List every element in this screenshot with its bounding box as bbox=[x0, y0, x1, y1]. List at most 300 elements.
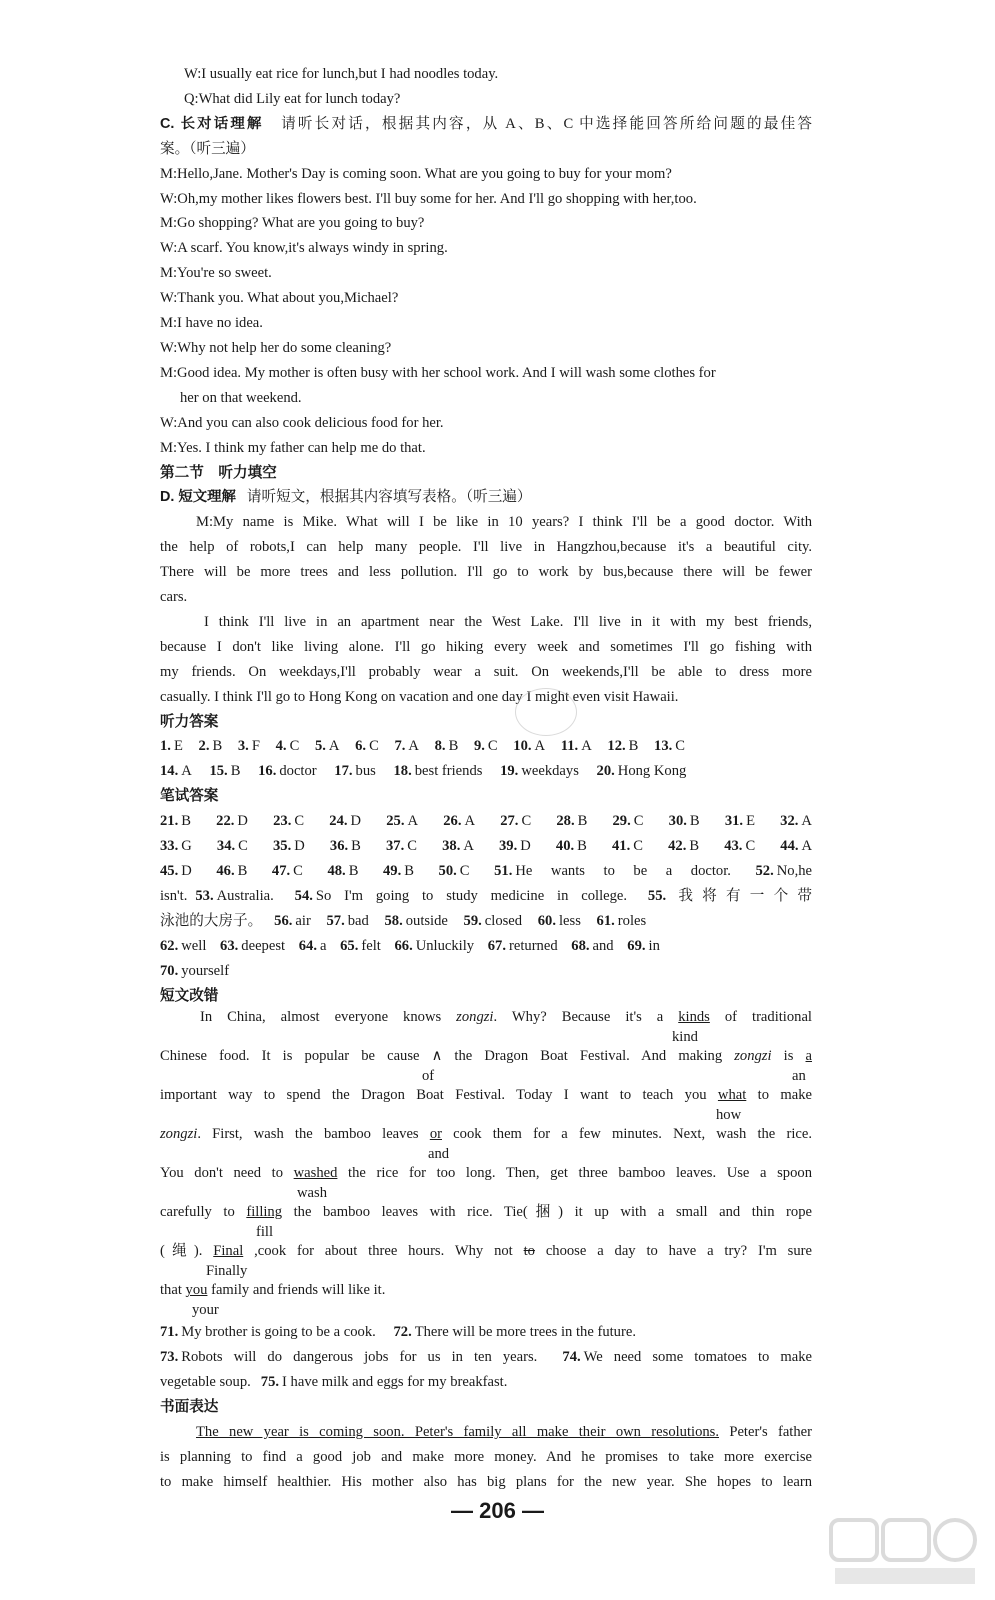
part2-heading: 第二节 听力填空 bbox=[160, 464, 277, 481]
answer-number: 58. bbox=[384, 912, 403, 929]
answer-item bbox=[474, 738, 498, 754]
answer-item bbox=[597, 913, 647, 929]
proof-italic: zongzi bbox=[734, 1048, 772, 1065]
proof-text: is bbox=[771, 1048, 806, 1065]
answer-item bbox=[393, 763, 482, 779]
writing-line: is planning to find a good job and make more money. And he promises to take more exercise bbox=[160, 1448, 812, 1465]
answer-number: 48. bbox=[327, 863, 346, 879]
answer-item bbox=[258, 763, 317, 779]
answer-value: roles bbox=[617, 912, 647, 929]
answer-number: 63. bbox=[220, 937, 239, 954]
answer-value: C bbox=[289, 738, 300, 755]
dialogue-line: M:You're so sweet. bbox=[160, 265, 272, 282]
answer-value: G bbox=[181, 838, 192, 855]
answer-value: C bbox=[633, 838, 643, 855]
answer-number: 51. bbox=[494, 863, 513, 879]
passage-line: I think I'll live in an apartment near the West Lake. I'll live in it with my best friends, bbox=[204, 613, 812, 630]
section-d-instruction: 请听短文，根据其内容填写表格。（听三遍） bbox=[246, 489, 532, 506]
answer-number: 69. bbox=[627, 937, 646, 954]
answer-item bbox=[627, 938, 660, 954]
answer-number: 44. bbox=[780, 838, 799, 855]
proofreading-passage bbox=[160, 1008, 812, 1320]
answer-number: 14. bbox=[160, 763, 179, 780]
answer-value: B bbox=[689, 838, 700, 855]
answer-number: 1. bbox=[160, 738, 171, 755]
section-d-line bbox=[160, 485, 812, 510]
answer-number: 52. bbox=[755, 863, 774, 879]
writing-first-sentence: The new year is coming soon. Peter's family all make their own resolutions. bbox=[196, 1424, 719, 1441]
answer-value: C bbox=[633, 813, 644, 830]
proof-line bbox=[160, 1281, 812, 1300]
answer-item bbox=[216, 813, 248, 829]
correction: and bbox=[428, 1146, 450, 1163]
answer-item bbox=[272, 863, 303, 879]
answer-row bbox=[160, 809, 812, 834]
answer-number: 54. bbox=[294, 887, 313, 904]
proof-error: kinds bbox=[678, 1009, 710, 1026]
answer-item bbox=[393, 1324, 636, 1340]
answer-item bbox=[160, 938, 206, 954]
proof-error: a bbox=[805, 1048, 812, 1065]
answer-item bbox=[276, 738, 300, 754]
answer-item bbox=[334, 763, 376, 779]
answer-value: B bbox=[230, 763, 241, 780]
answer-value: air bbox=[295, 912, 311, 929]
answer-item bbox=[648, 888, 812, 904]
answer-value: D bbox=[350, 813, 362, 830]
answer-item bbox=[261, 1374, 508, 1390]
watermark-logo bbox=[825, 1512, 985, 1592]
proof-text: ,cook for about three hours. Why not bbox=[243, 1243, 524, 1260]
answer-item bbox=[556, 838, 587, 854]
answer-row bbox=[160, 734, 812, 759]
answer-item bbox=[500, 763, 579, 779]
stamp-mark bbox=[515, 688, 577, 736]
answer-number: 30. bbox=[668, 813, 687, 830]
proof-text: In China, almost everyone knows bbox=[200, 1009, 457, 1026]
answer-number: 28. bbox=[556, 813, 575, 830]
passage-line: my friends. On weekdays,I'll probably wear a suit. On weekends,I'll be able to dress more bbox=[160, 663, 812, 680]
proof-line bbox=[160, 1242, 812, 1261]
answer-number: 43. bbox=[724, 838, 743, 855]
correction: kind bbox=[672, 1029, 698, 1046]
answer-value: E bbox=[173, 738, 183, 755]
answer-number: 64. bbox=[298, 937, 317, 954]
passage-line: M:My name is Mike. What will I be like in 10 years? I think I'll be a good doctor. With bbox=[196, 514, 812, 531]
answer-item bbox=[273, 838, 305, 854]
answer-value: Unluckily bbox=[415, 937, 475, 954]
answer-number: 53. bbox=[195, 887, 214, 904]
answer-number: 67. bbox=[487, 937, 506, 954]
answer-number: 12. bbox=[607, 738, 626, 755]
answer-item bbox=[439, 863, 470, 879]
answer-item bbox=[160, 963, 229, 979]
dialogue-line: W:And you can also cook delicious food for her. bbox=[160, 414, 444, 431]
answer-value: E bbox=[746, 813, 755, 830]
answer-item bbox=[499, 838, 531, 854]
answer-value: I have milk and eggs for my breakfast. bbox=[282, 1374, 508, 1391]
answer-value: a bbox=[319, 937, 327, 954]
answer-item bbox=[556, 813, 587, 829]
answer-number: 45. bbox=[160, 863, 179, 879]
answer-number: 59. bbox=[463, 912, 482, 929]
answer-text: vegetable soup. bbox=[160, 1374, 251, 1391]
answer-item bbox=[725, 813, 755, 829]
answer-number: 49. bbox=[383, 863, 402, 879]
proof-text: of traditional bbox=[709, 1009, 812, 1026]
answer-item bbox=[315, 738, 340, 754]
answer-row bbox=[160, 934, 812, 959]
proof-line bbox=[160, 1047, 812, 1066]
answer-value: B bbox=[181, 813, 191, 830]
proof-deletion: to bbox=[523, 1243, 535, 1260]
answer-value: B bbox=[348, 863, 359, 879]
answer-text: 泳池的大房子。 bbox=[160, 912, 263, 929]
answer-number: 18. bbox=[393, 763, 412, 780]
answer-value: He wants to be a doctor. bbox=[515, 863, 731, 879]
answer-item bbox=[571, 938, 613, 954]
answer-item bbox=[384, 913, 447, 929]
correction-line bbox=[160, 1105, 812, 1125]
proof-error: what bbox=[717, 1087, 747, 1104]
answer-value: B bbox=[577, 838, 587, 855]
proof-error: washed bbox=[293, 1165, 338, 1182]
answer-value: F bbox=[251, 738, 260, 755]
answer-value: less bbox=[559, 912, 581, 929]
answer-item bbox=[494, 863, 731, 879]
proof-text: choose a day to have a try? I'm sure bbox=[534, 1243, 812, 1260]
section-c-instruction-text: 请听长对话，根据其内容，从 A、B、C 中选择能回答所给问题的最佳答 bbox=[281, 115, 812, 132]
answer-value: B bbox=[577, 813, 588, 830]
correction-line bbox=[160, 1300, 812, 1320]
answer-item bbox=[329, 813, 361, 829]
answer-item bbox=[160, 763, 192, 779]
passage-line: the help of robots,I can help many people. I'll live in Hangzhou,because it's a beautiful city. bbox=[160, 539, 812, 556]
answer-item bbox=[597, 763, 687, 779]
answer-value: B bbox=[212, 738, 223, 755]
answer-number: 71. bbox=[160, 1324, 179, 1341]
answer-value: B bbox=[448, 738, 459, 755]
answer-item bbox=[654, 738, 685, 754]
proof-text: Chinese food. It is popular be cause bbox=[160, 1048, 432, 1065]
answer-number: 6. bbox=[355, 738, 367, 755]
dialogue-line: M:Yes. I think my father can help me do that. bbox=[160, 439, 426, 456]
answer-number: 68. bbox=[571, 937, 590, 954]
answer-value: My brother is going to be a cook. bbox=[181, 1324, 376, 1341]
answer-number: 10. bbox=[513, 738, 532, 755]
answer-value: 我将有一个带 bbox=[669, 887, 812, 904]
correction-line bbox=[160, 1222, 812, 1242]
insert-mark: ∧ bbox=[431, 1048, 443, 1065]
passage-line: There will be more trees and less pollution. I'll go to work by bus,because there will be fewer bbox=[160, 564, 812, 581]
correction: Finally bbox=[206, 1263, 248, 1280]
answer-value: in bbox=[648, 937, 660, 954]
proof-text: (绳). bbox=[160, 1243, 214, 1260]
written-answers-heading: 笔试答案 bbox=[160, 788, 219, 805]
answer-number: 17. bbox=[334, 763, 353, 780]
answer-item bbox=[273, 813, 304, 829]
answer-number: 29. bbox=[612, 813, 631, 830]
section-d-heading: D. 短文理解 bbox=[160, 489, 236, 506]
answer-number: 5. bbox=[314, 738, 326, 755]
answer-item bbox=[513, 738, 545, 754]
answer-item bbox=[274, 913, 311, 929]
answer-number: 27. bbox=[500, 813, 519, 830]
answer-number: 39. bbox=[499, 838, 518, 855]
answer-value: C bbox=[521, 813, 532, 830]
answer-item bbox=[327, 863, 358, 879]
correction-line bbox=[160, 1183, 812, 1203]
answer-row bbox=[160, 1345, 812, 1370]
answer-number: 11. bbox=[560, 738, 579, 755]
answer-item bbox=[386, 813, 418, 829]
answer-number: 73. bbox=[160, 1349, 179, 1366]
section-c-heading: C. 长对话理解 bbox=[160, 115, 264, 132]
answer-value: D bbox=[237, 813, 248, 830]
listening-answers-heading: 听力答案 bbox=[160, 713, 219, 730]
answer-value: So I'm going to study medicine in college. bbox=[315, 887, 628, 904]
answer-item bbox=[442, 838, 474, 854]
answer-value: B bbox=[404, 863, 414, 879]
answer-value: yourself bbox=[181, 962, 230, 979]
proof-text: to make bbox=[746, 1087, 812, 1104]
answer-item bbox=[464, 913, 523, 929]
answer-number: 40. bbox=[555, 838, 575, 855]
answer-value: C bbox=[293, 863, 303, 879]
answer-item bbox=[607, 738, 638, 754]
answer-item bbox=[160, 1349, 537, 1365]
proofreading-heading: 短文改错 bbox=[160, 987, 219, 1004]
answer-number: 31. bbox=[724, 813, 744, 830]
answer-value: C bbox=[238, 838, 248, 855]
answer-number: 62. bbox=[160, 937, 179, 954]
proof-text: You don't need to bbox=[160, 1165, 294, 1182]
answer-number: 23. bbox=[273, 813, 292, 830]
dialogue-line: W:Thank you. What about you,Michael? bbox=[160, 290, 399, 307]
correction: an bbox=[792, 1068, 806, 1085]
answer-row bbox=[160, 1320, 812, 1345]
answer-value: and bbox=[592, 937, 614, 954]
correction-line bbox=[160, 1144, 812, 1164]
proof-text: the rice for too long. Then, get three bamboo leaves. Use a spoon bbox=[337, 1165, 812, 1182]
answer-item bbox=[755, 863, 812, 879]
answer-value: B bbox=[689, 813, 700, 830]
answer-item bbox=[160, 863, 192, 879]
answer-value: Hong Kong bbox=[617, 763, 687, 780]
answer-value: C bbox=[459, 863, 470, 879]
answer-row bbox=[160, 884, 812, 909]
answer-value: A bbox=[328, 738, 340, 755]
answer-row bbox=[160, 1370, 812, 1395]
answer-number: 20. bbox=[596, 763, 615, 780]
script-line: W:I usually eat rice for lunch,but I had noodles today. bbox=[184, 66, 499, 82]
correction-line bbox=[160, 1027, 812, 1047]
answer-value: A bbox=[534, 738, 546, 755]
answer-value: C bbox=[407, 838, 417, 855]
answer-number: 32. bbox=[780, 813, 799, 830]
proof-text: the bamboo leaves with rice. Tie(捆) it up with a small and thin rope bbox=[282, 1204, 812, 1221]
proof-italic: zongzi bbox=[160, 1126, 198, 1143]
dialogue-line: M:Good idea. My mother is often busy with her school work. And I will wash some clothes for bbox=[160, 364, 716, 381]
answer-value: B bbox=[237, 863, 248, 879]
answer-item bbox=[160, 838, 192, 854]
correction: fill bbox=[256, 1224, 274, 1241]
proof-text: the Dragon Boat Festival. And making bbox=[442, 1048, 735, 1065]
answer-number: 26. bbox=[443, 813, 462, 830]
correction-line bbox=[160, 1066, 812, 1086]
answer-item bbox=[613, 813, 644, 829]
proof-error: you bbox=[185, 1282, 208, 1299]
answer-item bbox=[220, 938, 285, 954]
answer-number: 37. bbox=[386, 838, 405, 855]
answer-number: 46. bbox=[216, 863, 235, 879]
proof-text: family and friends will like it. bbox=[207, 1282, 386, 1299]
answer-item bbox=[209, 763, 240, 779]
writing-text: Peter's father bbox=[719, 1424, 812, 1441]
answer-item bbox=[238, 738, 260, 754]
answer-value: C bbox=[294, 813, 305, 830]
answer-value: D bbox=[181, 863, 192, 879]
proof-text: that bbox=[160, 1282, 186, 1299]
answer-value: well bbox=[181, 937, 207, 954]
dialogue-line: W:Why not help her do some cleaning? bbox=[160, 339, 392, 356]
answer-number: 74. bbox=[562, 1349, 581, 1366]
answer-item bbox=[217, 838, 248, 854]
correction: of bbox=[422, 1068, 435, 1085]
answer-number: 13. bbox=[654, 738, 673, 755]
page-number: — 206 — bbox=[451, 1498, 544, 1523]
answer-item bbox=[295, 888, 627, 904]
answer-item bbox=[394, 938, 474, 954]
answer-value: best friends bbox=[414, 763, 483, 780]
answer-item bbox=[443, 813, 475, 829]
answer-value: D bbox=[294, 838, 305, 855]
correction-line bbox=[160, 1261, 812, 1281]
answer-value: A bbox=[407, 813, 419, 830]
answer-number: 65. bbox=[340, 937, 359, 954]
proof-text: important way to spend the Dragon Boat Festival. Today I want to teach you bbox=[160, 1087, 718, 1104]
answer-value: A bbox=[181, 763, 192, 780]
answer-value: A bbox=[801, 813, 812, 830]
answer-number: 21. bbox=[160, 813, 179, 830]
answer-value: C bbox=[675, 738, 686, 755]
answer-item bbox=[340, 938, 381, 954]
answer-number: 4. bbox=[275, 738, 287, 755]
answer-number: 25. bbox=[386, 813, 405, 830]
answer-value: C bbox=[369, 738, 379, 755]
answer-number: 19. bbox=[500, 763, 519, 780]
answer-item bbox=[195, 888, 273, 904]
answer-value: There will be more trees in the future. bbox=[414, 1324, 636, 1341]
answer-number: 33. bbox=[160, 838, 179, 855]
answer-row bbox=[160, 759, 812, 784]
proof-text: carefully to bbox=[160, 1204, 247, 1221]
answer-value: outside bbox=[405, 912, 448, 929]
answer-number: 41. bbox=[612, 838, 631, 855]
answer-item bbox=[435, 738, 459, 754]
passage-line: because I don't like living alone. I'll go hiking every week and sometimes I'll go fishing with bbox=[160, 638, 812, 655]
dialogue-line: M:Hello,Jane. Mother's Day is coming soon. What are you going to buy for your mom? bbox=[160, 165, 672, 182]
answer-value: bus bbox=[355, 763, 376, 780]
answer-row bbox=[160, 909, 812, 934]
dialogue-line: M:I have no idea. bbox=[160, 315, 263, 332]
answer-value: weekdays bbox=[521, 763, 579, 780]
answer-item bbox=[160, 813, 191, 829]
answer-item bbox=[386, 838, 417, 854]
answer-item bbox=[780, 813, 812, 829]
section-c-instruction-cont: 案。（听三遍） bbox=[160, 140, 255, 157]
answer-number: 35. bbox=[273, 838, 292, 855]
answer-value: doctor bbox=[279, 763, 317, 780]
passage-line: casually. I think I'll go to Hong Kong on vacation and one day I might even visit Hawaii. bbox=[160, 688, 679, 705]
answer-text: isn't. bbox=[160, 887, 188, 904]
answer-item bbox=[488, 938, 558, 954]
answer-number: 57. bbox=[326, 912, 345, 929]
answer-number: 72. bbox=[393, 1324, 412, 1341]
answer-value: A bbox=[581, 738, 592, 755]
answer-number: 47. bbox=[271, 863, 291, 879]
proof-error: or bbox=[429, 1126, 442, 1143]
answer-number: 9. bbox=[473, 738, 485, 755]
proof-text: cook them for a few minutes. Next, wash the rice. bbox=[441, 1126, 812, 1143]
answer-item bbox=[561, 738, 592, 754]
proof-line bbox=[160, 1203, 812, 1222]
correction: your bbox=[192, 1302, 219, 1319]
answer-item bbox=[330, 838, 361, 854]
writing-line bbox=[160, 1420, 812, 1445]
answer-row bbox=[160, 859, 812, 884]
answer-item bbox=[724, 838, 755, 854]
answer-value: Australia. bbox=[216, 887, 274, 904]
answer-number: 42. bbox=[668, 838, 687, 855]
answer-item bbox=[500, 813, 531, 829]
dialogue-line: M:Go shopping? What are you going to buy? bbox=[160, 215, 425, 232]
answer-item bbox=[612, 838, 643, 854]
answer-number: 38. bbox=[442, 838, 461, 855]
answer-value: returned bbox=[509, 937, 558, 954]
answer-value: B bbox=[351, 838, 361, 855]
answer-value: felt bbox=[361, 937, 381, 954]
answer-item bbox=[326, 913, 368, 929]
answer-value: Robots will do dangerous jobs for us in ten years. bbox=[181, 1349, 538, 1366]
answer-item bbox=[562, 1349, 812, 1365]
proof-line bbox=[160, 1125, 812, 1144]
proof-line bbox=[160, 1086, 812, 1105]
answer-item bbox=[355, 738, 379, 754]
writing-line: to make himself healthier. His mother also has big plans for the new year. She hopes to learn bbox=[160, 1473, 812, 1490]
answer-row bbox=[160, 959, 812, 984]
answer-value: closed bbox=[484, 912, 523, 929]
answer-row bbox=[160, 834, 812, 859]
proof-text: . Why? Because it's a bbox=[493, 1009, 679, 1026]
section-c-instruction bbox=[160, 112, 812, 137]
answer-value: B bbox=[628, 738, 639, 755]
answer-number: 22. bbox=[216, 813, 235, 830]
proof-line bbox=[160, 1008, 812, 1027]
answer-number: 50. bbox=[438, 863, 457, 879]
answer-item bbox=[160, 1324, 376, 1340]
answer-item bbox=[780, 838, 812, 854]
answer-number: 36. bbox=[329, 838, 349, 855]
answer-number: 60. bbox=[537, 912, 556, 929]
dialogue-line: W:A scarf. You know,it's always windy in spring. bbox=[160, 240, 448, 257]
answer-item bbox=[216, 863, 247, 879]
answer-number: 8. bbox=[434, 738, 446, 755]
answer-value: We need some tomatoes to make bbox=[583, 1349, 812, 1366]
answer-item bbox=[160, 738, 183, 754]
answer-number: 2. bbox=[198, 738, 210, 755]
answer-number: 70. bbox=[160, 962, 179, 979]
